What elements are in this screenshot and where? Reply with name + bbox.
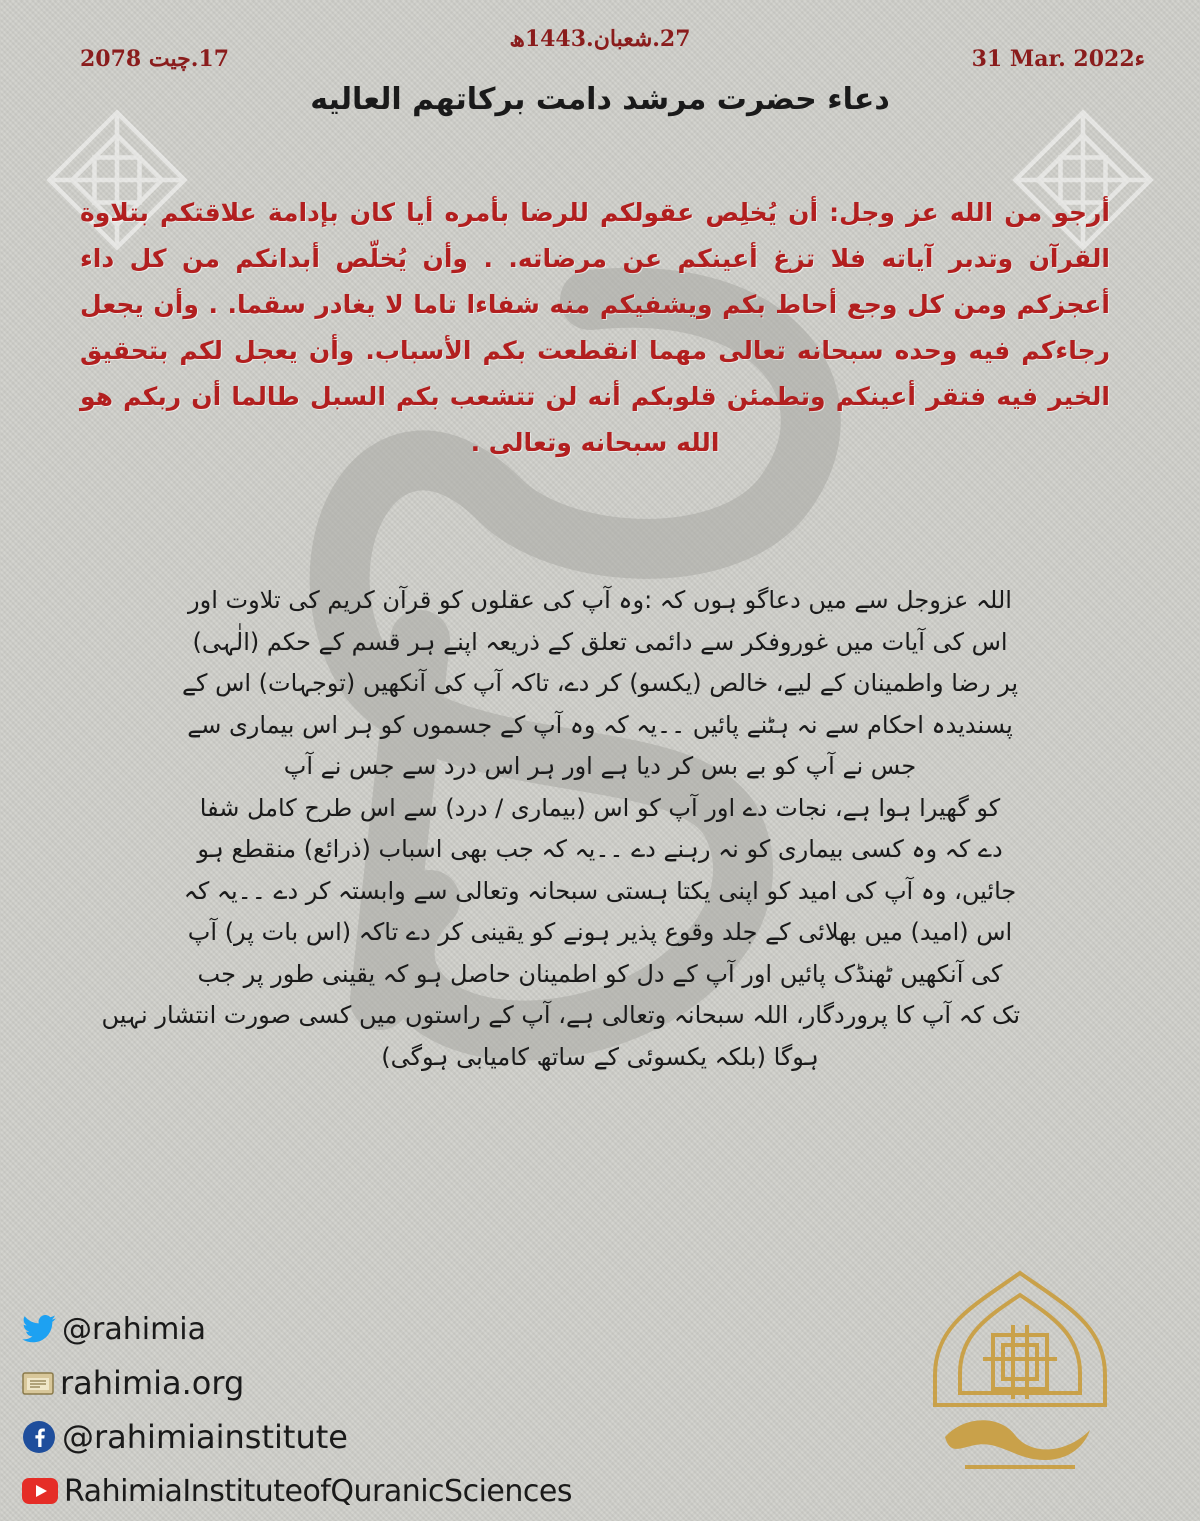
urdu-line: جس نے آپ کو بے بس کر دیا ہے اور ہر اس درد سے جس نے آپ (283, 752, 917, 780)
urdu-line: تک کہ آپ کا پروردگار، اللہ سبحانہ وتعالی ہے، آپ کے راستوں میں کسی صورت انتشار نہیں (101, 1001, 1020, 1029)
gregorian-date: 31 Mar. 2022ء (971, 46, 1145, 72)
urdu-line: پسندیدہ احکام سے نہ ہٹنے پائیں ۔۔یہ کہ وہ آپ کے جسموں کو ہر اس بیماری سے (187, 710, 1013, 739)
twitter-handle: @rahimia (62, 1311, 207, 1347)
arabic-prayer-text: أرجو من الله عز وجل: أن يُخلِص عقولكم للرضا بأمره أيا كان بإدامة علاقتكم بتلاوة القرآن وتدبر آياته فلا تزغ أعينكم عن مرضاته. . وأن يُخلّص أبدانكم من كل داء أعجزكم ومن كل وجع أحاط بكم ويشفيكم منه شفاءا تاما لا يغادر سقما. . وأن يجعل رجاءكم فيه وحده سبحانه تعالى مهما انقطعت بكم الأسباب. وأن يعجل لكم بتحقيق الخير فيه فتقر أعينكم وتطمئن قلوبكم أنه لن تتشعب بكم السبل طالما أن ربكم هو الله سبحانه وتعالى . (80, 198, 1110, 457)
urdu-line: ہوگا (بلکہ یکسوئی کے ساتھ کامیابی ہوگی) (381, 1042, 819, 1071)
twitter-icon (22, 1315, 56, 1343)
youtube-channel: RahimiaInstituteofQuranicSciences (64, 1473, 572, 1509)
social-links (22, 1305, 572, 1521)
urdu-line: اس کی آیات میں غوروفکر سے دائمی تعلق کے ذریعہ اپنے ہر قسم کے حکم (الٰہی) (192, 627, 1008, 656)
urdu-line: کو گھیرا ہوا ہے، نجات دے اور آپ کو اس (بیماری / درد) سے اس طرح کامل شفا (199, 793, 1001, 822)
website-link[interactable] (22, 1359, 572, 1407)
facebook-icon (22, 1420, 56, 1454)
twitter-link[interactable] (22, 1305, 572, 1353)
urdu-translation (101, 580, 1020, 1078)
hijri-date: 27.شعبان.1443ھ (509, 26, 691, 52)
urdu-line: کی آنکھیں ٹھنڈک پائیں اور آپ کے دل کو اطمینان حاصل ہو کہ یقینی طور پر جب (197, 959, 1003, 988)
facebook-link[interactable] (22, 1413, 572, 1461)
website-url: rahimia.org (60, 1364, 245, 1402)
web-icon (22, 1370, 54, 1396)
bikrami-date: 17.چیت 2078 (80, 46, 230, 72)
urdu-line: اللہ عزوجل سے میں دعاگو ہوں کہ :وہ آپ کی عقلوں کو قرآن کریم کی تلاوت اور (188, 586, 1012, 614)
urdu-line: پر رضا واطمینان کے لیے، خالص (یکسو) کر دے، تاکہ آپ کی آنکھیں (توجہات) اس کے (181, 669, 1019, 697)
urdu-line: اس (امید) میں بھلائی کے جلد وقوع پذیر ہونے کو یقینی کر دے تاکہ (اس بات پر) آپ (187, 918, 1013, 946)
facebook-handle: @rahimiainstitute (62, 1418, 348, 1456)
rahimia-logo (905, 1265, 1135, 1480)
youtube-link[interactable] (22, 1467, 572, 1515)
urdu-line: دے کہ وہ کسی بیماری کو نہ رہنے دے ۔۔یہ کہ جب بھی اسباب (ذرائع) منقطع ہو (197, 835, 1003, 863)
urdu-line: جائیں، وہ آپ کی امید کو اپنی یکتا ہستی سبحانہ وتعالی سے وابستہ کر دے ۔۔یہ کہ (183, 876, 1017, 905)
youtube-icon (22, 1478, 58, 1504)
page-title: دعاء حضرت مرشد دامت برکاتھم العالیه (310, 82, 890, 117)
